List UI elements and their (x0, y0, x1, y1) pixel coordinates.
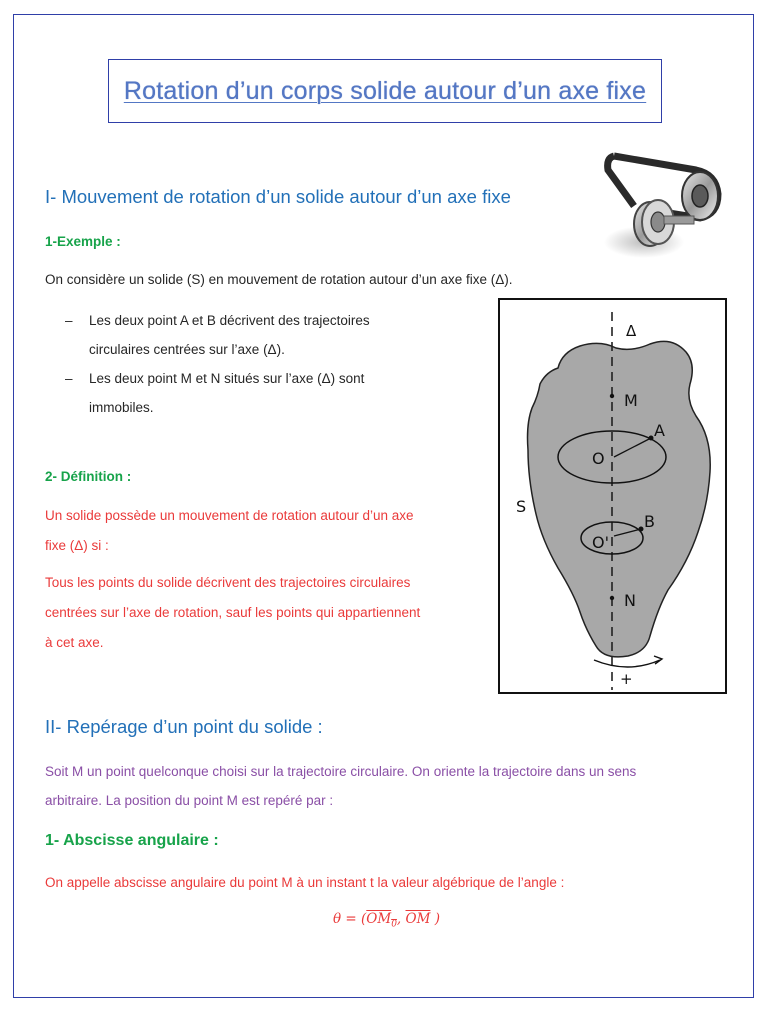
bullet-line: Les deux point M et N situés sur l’axe (Δ) sont (89, 371, 365, 386)
bullet-item (45, 306, 465, 364)
section2-heading: II- Repérage d’un point du solide : (45, 716, 323, 737)
angle-formula (333, 911, 440, 930)
arrow-head (654, 656, 662, 664)
bullet-line: circulaires centrées sur l’axe (Δ). (89, 342, 285, 357)
label-m: M (624, 391, 638, 410)
page-title: Rotation d’un corps solide autour d’un axe fixe (123, 76, 647, 105)
label-a: A (654, 421, 665, 440)
definition-heading: 2- Définition : (45, 469, 132, 484)
label-plus: + (620, 670, 633, 688)
angular-abscissa-heading: 1- Abscisse angulaire : (45, 832, 219, 849)
point-n (610, 596, 614, 600)
vector-om0-name: OM (366, 911, 392, 927)
rotation-figure (498, 298, 727, 694)
intro-text: On considère un solide (S) en mouvement de rotation autour d’un axe fixe (Δ). (45, 272, 513, 287)
label-delta: Δ (626, 322, 637, 340)
definition-body (45, 568, 485, 658)
bullet-item (45, 364, 465, 422)
definition-line: Un solide possède un mouvement de rotation autour d’un axe (45, 508, 414, 523)
label-s: S (516, 497, 527, 516)
point-b (639, 527, 644, 532)
rotation-arrow (594, 660, 660, 667)
formula-lhs: θ = ( (333, 911, 367, 927)
title-box (108, 59, 662, 123)
section1-heading: I- Mouvement de rotation d’un solide autour d’un axe fixe (45, 186, 511, 207)
point-m (610, 394, 614, 398)
label-o-prime: O' (592, 533, 609, 552)
point-a (649, 436, 654, 441)
definition-body-line: à cet axe. (45, 635, 104, 650)
rotation-diagram (500, 300, 725, 692)
definition-body-line: Tous les points du solide décrivent des trajectoires circulaires (45, 575, 411, 590)
formula-separator: , (396, 911, 406, 927)
vector-om: $\overline{OM}$ (405, 911, 431, 927)
vector-om0 (366, 911, 397, 930)
definition-text (45, 501, 485, 561)
dash-marker: – (65, 313, 73, 328)
example-heading: 1-Exemple : (45, 234, 121, 249)
definition-body-line: centrées sur l’axe de rotation, sauf les points qui appartiennent (45, 605, 421, 620)
label-n: N (624, 591, 636, 610)
dash-marker: – (65, 371, 73, 386)
bullet-line: Les deux point A et B décrivent des trajectoires (89, 313, 370, 328)
formula-rhs: ) (430, 911, 440, 927)
section2-intro (45, 757, 745, 815)
angular-abscissa-definition: On appelle abscisse angulaire du point M à un instant t la valeur algébrique de l’angle : (45, 875, 565, 890)
label-b: B (644, 512, 655, 531)
solid-shape (528, 341, 711, 657)
example-bullets (45, 306, 465, 422)
vector-subscript: 0 (391, 919, 397, 930)
bullet-line: immobiles. (89, 400, 154, 415)
definition-line: fixe (Δ) si : (45, 538, 109, 553)
section2-intro-line: arbitraire. La position du point M est repéré par : (45, 793, 334, 808)
section2-intro-line: Soit M un point quelconque choisi sur la trajectoire circulaire. On oriente la trajectoire dans un sens (45, 764, 637, 779)
label-o: O (592, 449, 605, 468)
pulley-belt-image (604, 146, 726, 264)
